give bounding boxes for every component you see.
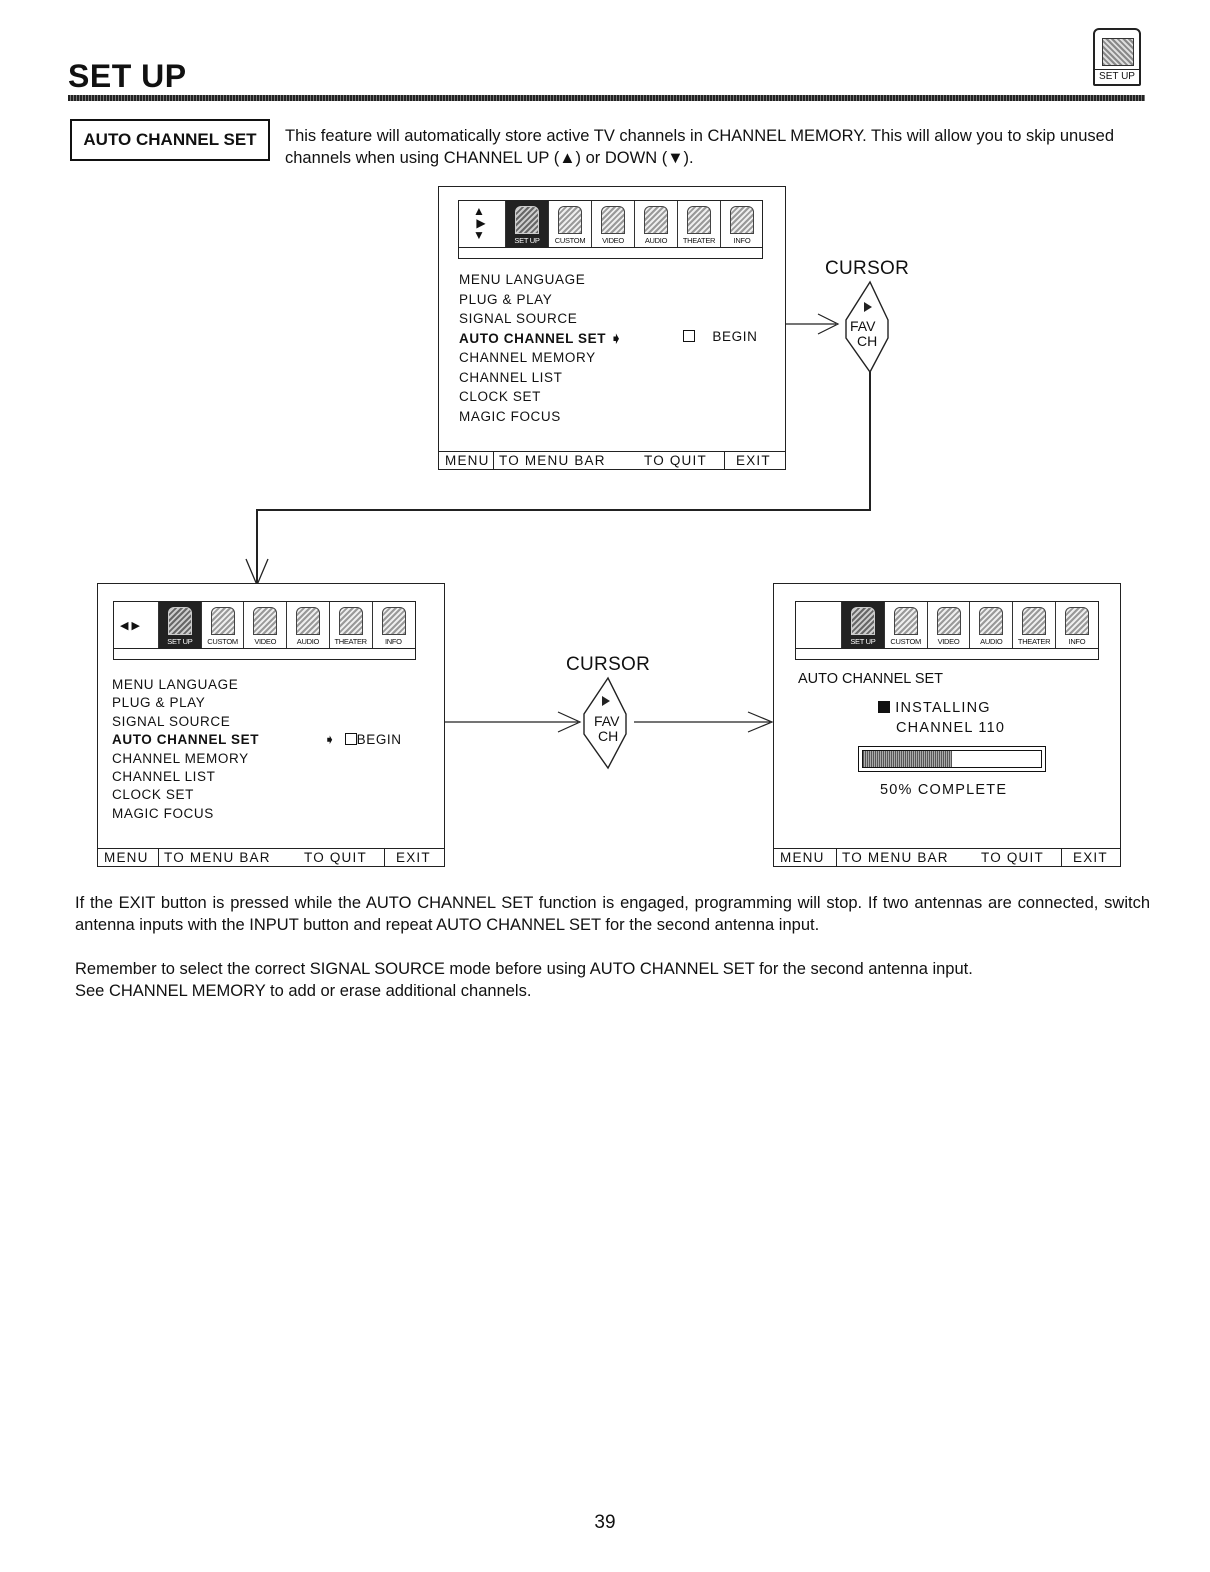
tab-audio[interactable]	[969, 602, 1012, 648]
footer-menu: MENU	[445, 453, 490, 468]
info-icon	[382, 607, 406, 635]
menu-item[interactable]: SIGNAL SOURCE	[112, 713, 231, 729]
tab-set-up[interactable]	[841, 602, 884, 648]
footer-to-quit: TO QUIT	[981, 850, 1044, 865]
fav-label: FAV	[850, 318, 876, 334]
video-icon	[937, 607, 961, 635]
footer-exit: EXIT	[736, 453, 771, 468]
icon-bar	[113, 601, 416, 649]
custom-palette-icon	[894, 607, 918, 635]
footer-menu: MENU	[104, 850, 149, 865]
cursor-label: CURSOR	[566, 654, 651, 675]
menu-item-selected[interactable]	[459, 329, 622, 349]
tab-label: AUDIO	[980, 637, 1003, 646]
menu-item[interactable]: CHANNEL MEMORY	[459, 350, 596, 365]
icon-bar	[458, 200, 763, 248]
tab-custom[interactable]	[884, 602, 927, 648]
theater-icon	[339, 607, 363, 635]
arrow-right-icon: ➧	[324, 732, 336, 747]
menu-footer	[773, 848, 1121, 867]
menu-item[interactable]: SIGNAL SOURCE	[459, 311, 578, 326]
begin-label: BEGIN	[356, 732, 402, 747]
begin-option[interactable]	[683, 329, 757, 344]
tab-label: INFO	[1068, 637, 1086, 646]
tab-label: INFO	[384, 637, 402, 646]
footer-exit: EXIT	[396, 850, 431, 865]
footer-exit: EXIT	[1073, 850, 1108, 865]
installing-label: INSTALLING	[895, 700, 991, 716]
menu-footer	[438, 451, 786, 470]
theater-icon	[687, 206, 711, 234]
menu-sub-bar	[113, 648, 416, 660]
menu-sub-bar	[795, 648, 1099, 660]
checked-box-icon	[878, 701, 890, 713]
left-right-arrows-icon: ◀ ▶	[120, 620, 140, 632]
fav-ch-cursor-button-icon	[780, 280, 900, 380]
menu-screen-top	[438, 186, 786, 470]
tab-label: VIDEO	[254, 637, 277, 646]
checkbox-icon	[345, 733, 357, 745]
info-icon	[1065, 607, 1089, 635]
menu-list	[459, 270, 622, 426]
tab-custom[interactable]	[548, 201, 591, 247]
menu-item[interactable]: CHANNEL LIST	[112, 768, 216, 784]
tab-label: VIDEO	[602, 236, 624, 245]
ch-label: CH	[598, 728, 619, 744]
custom-palette-icon	[211, 607, 235, 635]
progress-screen	[773, 583, 1121, 867]
updown-arrows-icon: ▲ ▶ ▼	[473, 204, 486, 242]
tab-label: THEATER	[682, 236, 716, 245]
setup-icon	[851, 607, 875, 635]
menu-item-label: AUTO CHANNEL SET	[459, 330, 607, 346]
tab-audio[interactable]	[286, 602, 329, 648]
info-icon	[730, 206, 754, 234]
setup-corner-icon	[1093, 28, 1141, 86]
menu-screen-bottom-left	[97, 583, 445, 867]
tab-audio[interactable]	[634, 201, 677, 247]
setup-icon	[515, 206, 539, 234]
footer-to-menu-bar: TO MENU BAR	[499, 453, 606, 468]
page-title: SET UP	[68, 58, 187, 94]
corner-icon-label: SET UP	[1095, 69, 1139, 84]
tab-video[interactable]	[243, 602, 286, 648]
theater-icon	[1022, 607, 1046, 635]
tab-label: SET UP	[850, 637, 876, 646]
tab-label: VIDEO	[937, 637, 960, 646]
channel-label: CHANNEL 110	[896, 720, 1006, 736]
setup-screen-icon	[1102, 38, 1134, 66]
connector-line	[256, 509, 871, 511]
tab-info[interactable]	[1055, 602, 1098, 648]
menu-item-selected[interactable]: AUTO CHANNEL SET	[112, 732, 260, 748]
tab-label: SET UP	[167, 637, 193, 646]
tab-label: AUDIO	[296, 637, 320, 646]
menu-footer	[97, 848, 445, 867]
footer-to-quit: TO QUIT	[644, 453, 707, 468]
footer-to-quit: TO QUIT	[304, 850, 367, 865]
arrow-right-icon: ➧	[610, 330, 623, 346]
menu-item[interactable]: PLUG & PLAY	[112, 695, 206, 711]
installing-status	[878, 700, 991, 716]
tab-video[interactable]	[927, 602, 970, 648]
tab-theater[interactable]	[329, 602, 372, 648]
tab-label: THEATER	[1017, 637, 1051, 646]
paragraph-signal-source-note: Remember to select the correct SIGNAL SOURCE mode before using AUTO CHANNEL SET for the second antenna input.	[75, 960, 973, 978]
menu-item[interactable]: CLOCK SET	[112, 787, 194, 803]
progress-bar	[858, 746, 1046, 772]
paragraph-exit-note: If the EXIT button is pressed while the AUTO CHANNEL SET function is engaged, programming will stop. If two antennas are connected, switch antenna inputs with the INPUT button and repeat AUTO CHANNEL SET for the second antenna input.	[75, 894, 1150, 934]
title-divider	[68, 95, 1145, 101]
footer-to-menu-bar: TO MENU BAR	[164, 850, 271, 865]
progress-title: AUTO CHANNEL SET	[798, 671, 944, 687]
tab-label: SET UP	[514, 236, 540, 245]
cursor-label: CURSOR	[825, 258, 910, 279]
progress-fill	[863, 751, 952, 767]
menu-item[interactable]: PLUG & PLAY	[459, 291, 553, 307]
footer-menu: MENU	[780, 850, 825, 865]
menu-item[interactable]: CHANNEL MEMORY	[112, 750, 249, 766]
tab-label: THEATER	[334, 637, 367, 646]
tab-label: CUSTOM	[890, 637, 921, 646]
tab-label: CUSTOM	[207, 637, 238, 646]
complete-label: 50% COMPLETE	[880, 782, 1008, 798]
video-icon	[601, 206, 625, 234]
video-icon	[253, 607, 277, 635]
tab-label: INFO	[733, 236, 751, 245]
begin-option[interactable]	[324, 732, 402, 748]
begin-label: BEGIN	[712, 329, 758, 344]
setup-icon	[168, 607, 192, 635]
custom-palette-icon	[558, 206, 582, 234]
intro-text: This feature will automatically store active TV channels in CHANNEL MEMORY. This will allow you to skip unused channels when using CHANNEL UP (▲) or DOWN (▼).	[285, 127, 1115, 167]
audio-icon	[296, 607, 320, 635]
menu-list	[112, 676, 259, 823]
checkbox-icon	[683, 330, 695, 342]
tab-info[interactable]	[372, 602, 415, 648]
tab-set-up[interactable]	[158, 602, 201, 648]
menu-item[interactable]: CHANNEL LIST	[459, 369, 563, 385]
fav-label: FAV	[594, 713, 620, 729]
menu-item[interactable]: MENU LANGUAGE	[459, 272, 586, 287]
menu-item[interactable]: MAGIC FOCUS	[459, 408, 561, 424]
tab-label: CUSTOM	[554, 236, 586, 245]
audio-icon	[979, 607, 1003, 635]
paragraph-channel-memory-note: See CHANNEL MEMORY to add or erase additional channels.	[75, 982, 532, 1000]
menu-item[interactable]: MENU LANGUAGE	[112, 677, 239, 692]
tab-theater[interactable]	[677, 201, 720, 247]
section-label-box: AUTO CHANNEL SET	[70, 119, 270, 161]
tab-video[interactable]	[591, 201, 634, 247]
audio-icon	[644, 206, 668, 234]
tab-set-up[interactable]	[505, 201, 548, 247]
page-number: 39	[594, 1512, 616, 1533]
menu-item[interactable]: CLOCK SET	[459, 389, 541, 404]
menu-item[interactable]: MAGIC FOCUS	[112, 805, 214, 821]
tab-custom[interactable]	[201, 602, 244, 648]
footer-to-menu-bar: TO MENU BAR	[842, 850, 949, 865]
ch-label: CH	[857, 333, 878, 349]
tab-theater[interactable]	[1012, 602, 1055, 648]
icon-bar	[795, 601, 1099, 649]
connector-line	[869, 372, 871, 511]
menu-sub-bar	[458, 247, 763, 259]
tab-info[interactable]	[720, 201, 763, 247]
tab-label: AUDIO	[644, 236, 668, 245]
